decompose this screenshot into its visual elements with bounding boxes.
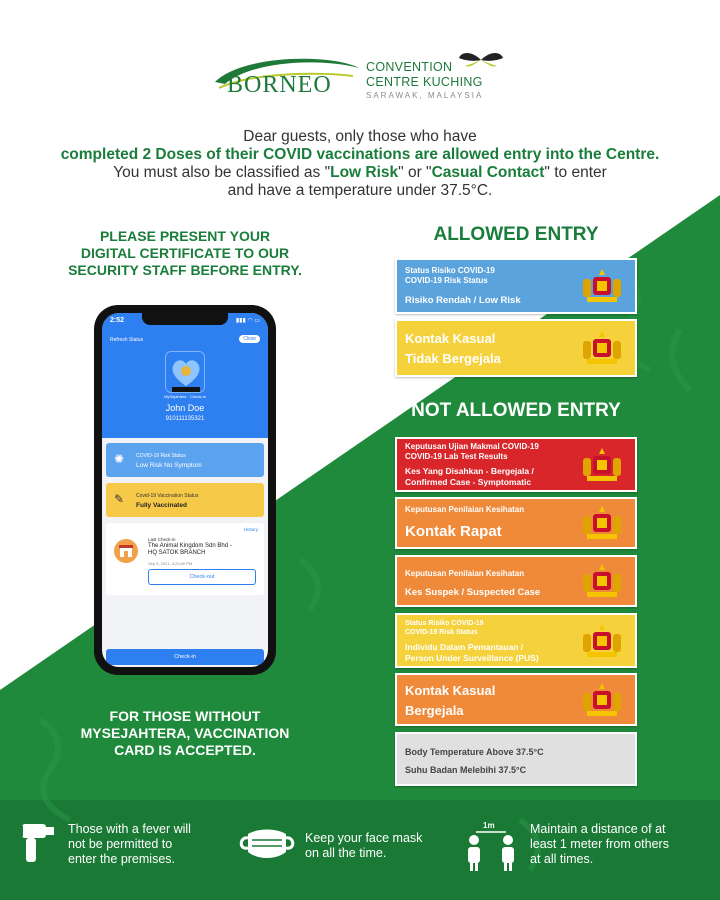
malaysia-crest-icon [579,267,625,305]
close-button[interactable]: Close [239,335,260,343]
status-bar-icons: ▮▮▮ ◠ ▭ [235,318,260,324]
checkin-button[interactable]: Check-in [106,649,264,665]
butterfly-icon [457,48,505,70]
person-under-surveillance-card: Status Risiko COVID-19 COVID-19 Risk Status Individu Dalam Pemantauan / Person Under Surveillance (PUS) [395,613,637,668]
logo-line-1: CONVENTION [366,60,453,74]
user-id: 910111135321 [165,416,205,422]
intro-line-3: You must also be classified as "Low Risk" or "Casual Contact" to enter [113,164,607,181]
mask-tip: Keep your face mask on all the time. [305,831,423,860]
malaysia-crest-icon [579,504,625,542]
app-icon-label: MySejahtera · Check-in [164,394,206,399]
heart-shield-icon [166,352,206,394]
intro-line-1: Dear guests, only those who have [243,128,477,145]
high-temperature-card: Body Temperature Above 37.5°C Suhu Badan Melebihi 37.5°C [395,732,637,786]
store-icon [114,539,138,563]
malaysia-crest-icon [579,446,625,484]
suspected-case-card: Keputusan Penilaian Kesihatan Kes Suspek / Suspected Case [395,555,637,607]
checkin-time: Sep 6, 2021, 4:29:40 PM [148,561,193,566]
mysejahtera-app-icon [165,351,205,393]
logo-line-2: CENTRE KUCHING [366,75,483,89]
status-bar-time: 2:52 [110,317,125,324]
syringe-icon: ✎ [114,492,125,506]
checkin-place: The Animal Kingdom Sdn Bhd - HQ SATOK BRANCH [148,543,232,556]
fever-tip: Those with a fever will not be permitted to enter the premises. [68,822,191,866]
risk-status-card[interactable]: ✺ COVID-19 Risk Status Low Risk No Symptom [106,443,264,477]
face-mask-icon [236,826,298,862]
intro-line-2: completed 2 Doses of their COVID vaccinations are allowed entry into the Centre. [60,146,660,163]
intro-line-4: and have a temperature under 37.5°C. [227,182,493,199]
malaysia-crest-icon [579,622,625,660]
user-name: John Doe [165,403,205,413]
distance-tip: Maintain a distance of at least 1 meter from others at all times. [530,822,669,866]
casual-contact-highlight: Casual Contact [431,164,545,181]
low-risk-card: Status Risiko COVID-19 COVID-19 Risk Status Risiko Rendah / Low Risk [395,258,637,314]
logo-brand: BORNEO [227,72,332,98]
present-certificate-text: PLEASE PRESENT YOUR DIGITAL CERTIFICATE TO OUR SECURITY STAFF BEFORE ENTRY. [68,228,302,278]
not-allowed-entry-title: NOT ALLOWED ENTRY [411,400,621,421]
phone-mockup [94,305,276,675]
phone-notch [142,313,228,325]
allowed-entry-title: ALLOWED ENTRY [433,224,599,245]
without-mysejahtera-text: FOR THOSE WITHOUT MYSEJAHTERA, VACCINATION CARD IS ACCEPTED. [80,708,290,758]
checkout-button[interactable]: Check-out [148,569,256,585]
close-contact-card: Keputusan Penilaian Kesihatan Kontak Rapat [395,497,637,549]
intro-text [10,128,710,200]
last-checkin-card: History Last Check-in The Animal Kingdom Sdn Bhd - HQ SATOK BRANCH Sep 6, 2021, 4:29:40 PM Check-out [106,523,264,595]
refresh-status-button[interactable]: Refresh Status [110,337,144,343]
virus-icon: ✺ [114,452,125,466]
logo [213,48,513,108]
confirmed-case-card: Keputusan Ujian Makmal COVID-19 COVID-19 Lab Test Results Kes Yang Disahkan - Bergejala / Confirmed Case - Symptomatic [395,437,637,492]
low-risk-highlight: Low Risk [330,164,399,181]
phone-screen [102,313,268,667]
malaysia-crest-icon [579,681,625,719]
history-link[interactable]: History [243,527,258,532]
vaccination-status-card[interactable]: ✎ Covid-19 Vaccination Status Fully Vaccinated [106,483,264,517]
distance-label: 1m [483,821,495,830]
malaysia-crest-icon [579,562,625,600]
logo-line-3: SARAWAK, MALAYSIA [366,91,484,100]
casual-contact-symptomatic-card: Kontak Kasual Bergejala [395,673,637,726]
thermometer-gun-icon [18,820,58,868]
casual-contact-no-symptom-card: Kontak Kasual Tidak Bergejala [395,319,637,377]
malaysia-crest-icon [579,329,625,367]
